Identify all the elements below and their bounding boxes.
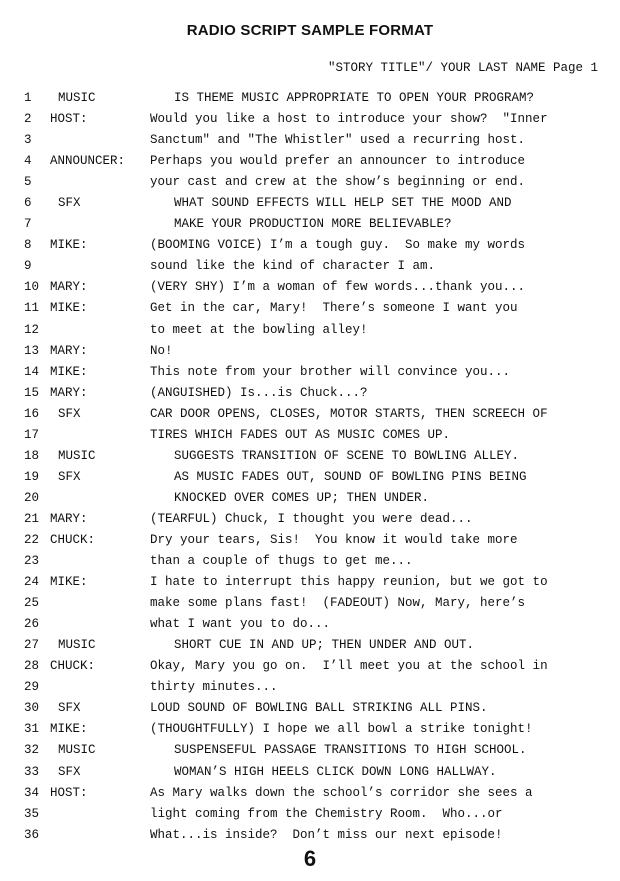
line-text: WOMAN’S HIGH HEELS CLICK DOWN LONG HALLWAY.	[174, 764, 497, 779]
script-line	[0, 656, 620, 677]
script-line	[0, 214, 620, 235]
line-number: 16	[24, 406, 40, 421]
speaker-label: SFX	[58, 764, 81, 779]
line-number: 31	[24, 722, 40, 737]
line-text: What...is inside? Don’t miss our next episode!	[150, 827, 503, 842]
line-number: 30	[24, 701, 40, 716]
script-line	[0, 551, 620, 572]
script-line	[0, 635, 620, 656]
line-number: 34	[24, 785, 40, 800]
page-number: 6	[303, 846, 317, 871]
script-line	[0, 467, 620, 488]
line-text: to meet at the bowling alley!	[150, 322, 368, 337]
line-text: I hate to interrupt this happy reunion, but we got to	[150, 575, 548, 590]
script-line	[0, 277, 620, 298]
speaker-label: CHUCK:	[50, 659, 96, 674]
script-line	[0, 298, 620, 319]
line-number: 36	[24, 827, 40, 842]
speaker-label: MARY:	[50, 280, 88, 295]
script-line	[0, 446, 620, 467]
line-text: your cast and crew at the show’s beginning or end.	[150, 175, 526, 190]
speaker-label: MUSIC	[58, 638, 96, 653]
speaker-label: MUSIC	[58, 448, 96, 463]
line-text: sound like the kind of character I am.	[150, 259, 436, 274]
line-text: (THOUGHTFULLY) I hope we all bowl a strike tonight!	[150, 722, 533, 737]
script-line	[0, 719, 620, 740]
line-number: 32	[24, 743, 40, 758]
line-number: 20	[24, 490, 40, 505]
script-line	[0, 256, 620, 277]
line-text: AS MUSIC FADES OUT, SOUND OF BOWLING PINS BEING	[174, 469, 527, 484]
line-text: Okay, Mary you go on. I’ll meet you at the school in	[150, 659, 548, 674]
script-line	[0, 530, 620, 551]
line-number: 17	[24, 427, 40, 442]
script-line	[0, 341, 620, 362]
line-number: 14	[24, 364, 40, 379]
script-line	[0, 383, 620, 404]
line-text: SUSPENSEFUL PASSAGE TRANSITIONS TO HIGH SCHOOL.	[174, 743, 527, 758]
script-line	[0, 193, 620, 214]
line-number: 11	[24, 301, 40, 316]
line-text: KNOCKED OVER COMES UP; THEN UNDER.	[174, 490, 430, 505]
script-line	[0, 572, 620, 593]
line-number: 6	[24, 196, 32, 211]
line-number: 33	[24, 764, 40, 779]
speaker-label: MARY:	[50, 385, 88, 400]
speaker-label: SFX	[58, 196, 81, 211]
line-text: (TEARFUL) Chuck, I thought you were dead...	[150, 511, 473, 526]
line-number: 23	[24, 554, 40, 569]
speaker-label: MUSIC	[58, 91, 96, 105]
line-text: (VERY SHY) I’m a woman of few words...thank you...	[150, 280, 526, 295]
script-line	[0, 172, 620, 193]
speaker-label: MIKE:	[50, 301, 88, 316]
line-text: LOUD SOUND OF BOWLING BALL STRIKING ALL PINS.	[150, 701, 488, 716]
speaker-label: ANNOUNCER:	[50, 154, 126, 169]
line-number: 35	[24, 806, 40, 821]
script-line	[0, 804, 620, 825]
line-number: 24	[24, 575, 40, 590]
line-text: SUGGESTS TRANSITION OF SCENE TO BOWLING ALLEY.	[174, 448, 520, 463]
line-number: 10	[24, 280, 40, 295]
script-line	[0, 825, 620, 846]
line-number: 7	[24, 217, 32, 232]
line-text: what I want you to do...	[150, 617, 331, 632]
line-text: No!	[150, 343, 173, 358]
script-line	[0, 404, 620, 425]
speaker-label: MIKE:	[50, 238, 88, 253]
line-number: 3	[24, 133, 32, 148]
line-text: light coming from the Chemistry Room. Who...or	[150, 806, 503, 821]
line-text: SHORT CUE IN AND UP; THEN UNDER AND OUT.	[174, 638, 475, 653]
line-text: thirty minutes...	[150, 680, 278, 695]
speaker-label: MUSIC	[58, 743, 96, 758]
script-line	[0, 235, 620, 256]
script-line	[0, 593, 620, 614]
line-number: 2	[24, 112, 32, 127]
line-number: 27	[24, 638, 40, 653]
speaker-label: CHUCK:	[50, 532, 96, 547]
script-line	[0, 320, 620, 341]
line-number: 22	[24, 532, 40, 547]
script-line	[0, 783, 620, 804]
speaker-label: HOST:	[50, 112, 88, 127]
script-line	[0, 762, 620, 783]
line-number: 13	[24, 343, 40, 358]
speaker-label: MIKE:	[50, 364, 88, 379]
line-number: 19	[24, 469, 40, 484]
line-text: make some plans fast! (FADEOUT) Now, Mary, here’s	[150, 596, 526, 611]
line-text: This note from your brother will convince you...	[150, 364, 511, 379]
line-text: Would you like a host to introduce your show? "Inner	[150, 112, 548, 127]
line-text: Sanctum" and "The Whistler" used a recurring host.	[150, 133, 526, 148]
script-body	[0, 88, 620, 846]
line-text: WHAT SOUND EFFECTS WILL HELP SET THE MOOD AND	[174, 196, 512, 211]
running-header: "STORY TITLE"/ YOUR LAST NAME Page 1	[327, 61, 598, 75]
speaker-label: MARY:	[50, 511, 88, 526]
speaker-label: MIKE:	[50, 575, 88, 590]
script-line	[0, 488, 620, 509]
script-line	[0, 740, 620, 761]
line-text: TIRES WHICH FADES OUT AS MUSIC COMES UP.	[150, 427, 451, 442]
script-line	[0, 509, 620, 530]
script-line	[0, 698, 620, 719]
line-text: than a couple of thugs to get me...	[150, 554, 413, 569]
line-number: 15	[24, 385, 40, 400]
script-line	[0, 88, 620, 109]
page-title: RADIO SCRIPT SAMPLE FORMAT	[186, 22, 434, 39]
line-number: 1	[24, 91, 32, 105]
speaker-label: MIKE:	[50, 722, 88, 737]
line-number: 25	[24, 596, 40, 611]
line-number: 29	[24, 680, 40, 695]
line-text: Dry your tears, Sis! You know it would take more	[150, 532, 518, 547]
line-number: 12	[24, 322, 40, 337]
speaker-label: MARY:	[50, 343, 88, 358]
line-number: 4	[24, 154, 32, 169]
line-text: Get in the car, Mary! There’s someone I want you	[150, 301, 518, 316]
line-number: 21	[24, 511, 40, 526]
line-number: 28	[24, 659, 40, 674]
speaker-label: SFX	[58, 406, 81, 421]
script-line	[0, 677, 620, 698]
line-number: 26	[24, 617, 40, 632]
script-line	[0, 362, 620, 383]
line-text: (BOOMING VOICE) I’m a tough guy. So make my words	[150, 238, 526, 253]
line-text: Perhaps you would prefer an announcer to introduce	[150, 154, 526, 169]
line-text: MAKE YOUR PRODUCTION MORE BELIEVABLE?	[174, 217, 452, 232]
script-line	[0, 109, 620, 130]
line-number: 8	[24, 238, 32, 253]
line-text: (ANGUISHED) Is...is Chuck...?	[150, 385, 368, 400]
speaker-label: SFX	[58, 701, 81, 716]
script-line	[0, 130, 620, 151]
script-line	[0, 614, 620, 635]
line-text: CAR DOOR OPENS, CLOSES, MOTOR STARTS, THEN SCREECH OF	[150, 406, 548, 421]
script-line	[0, 151, 620, 172]
line-number: 5	[24, 175, 32, 190]
line-text: IS THEME MUSIC APPROPRIATE TO OPEN YOUR PROGRAM?	[174, 91, 535, 105]
line-number: 9	[24, 259, 32, 274]
speaker-label: SFX	[58, 469, 81, 484]
line-number: 18	[24, 448, 40, 463]
script-line	[0, 425, 620, 446]
speaker-label: HOST:	[50, 785, 88, 800]
line-text: As Mary walks down the school’s corridor she sees a	[150, 785, 533, 800]
